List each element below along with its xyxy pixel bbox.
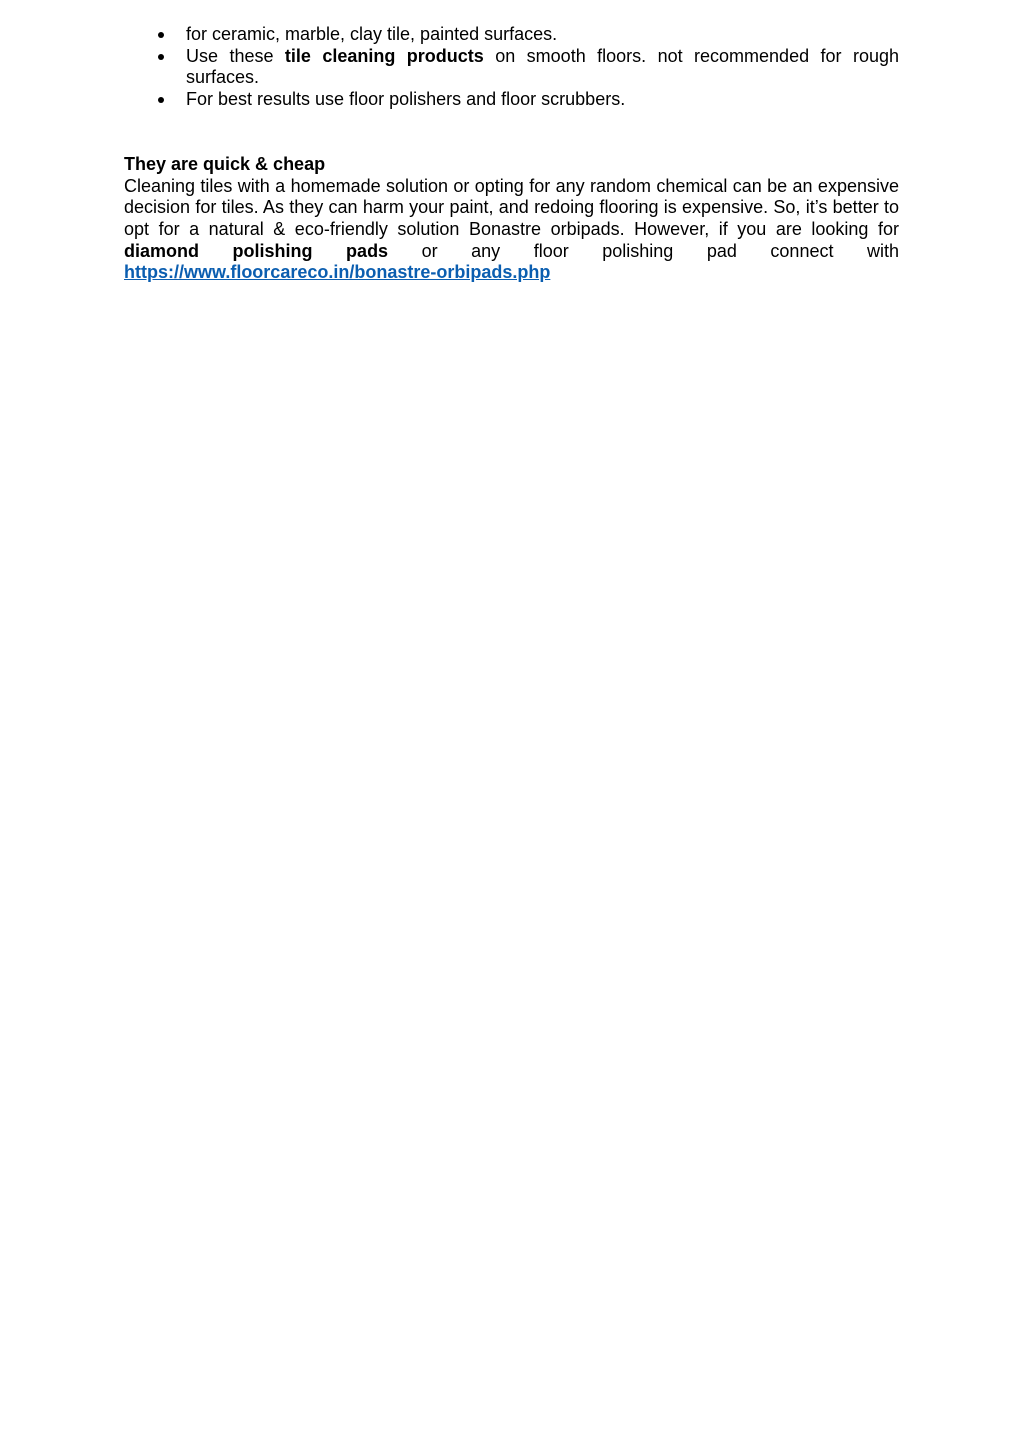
bullet-list <box>124 24 899 111</box>
bullet-text: on smooth floors. not recommended for rough surfaces. <box>186 45 899 88</box>
orbipads-link[interactable]: https://www.floorcareco.in/bonastre-orbipads.php <box>124 262 551 283</box>
paragraph-bold-text: diamond polishing pads <box>124 240 389 261</box>
section-quick-cheap <box>124 154 899 284</box>
list-item <box>124 46 899 89</box>
paragraph-text: or any floor polishing pad connect with <box>388 240 900 261</box>
bullet-text: for ceramic, marble, clay tile, painted surfaces. <box>186 24 558 44</box>
bullet-text: Use these <box>186 45 285 66</box>
bullet-bold-text: tile cleaning products <box>284 45 484 66</box>
section-paragraph <box>124 176 899 285</box>
paragraph-text: Cleaning tiles with a homemade solution or opting for any random chemical can be an expensive decision for tiles. As they can harm your paint, and redoing flooring is expensive. So, it’s better to opt for a natural & eco-friendly solution Bonastre orbipads. However, if you are looking for <box>124 175 899 239</box>
list-item <box>124 24 899 46</box>
list-item <box>124 89 899 111</box>
bullet-icon <box>158 54 164 60</box>
document-page <box>124 24 899 284</box>
bullet-text: For best results use floor polishers and floor scrubbers. <box>186 89 626 110</box>
section-heading: They are quick & cheap <box>124 153 326 174</box>
bullet-icon <box>158 97 164 103</box>
bullet-icon <box>158 32 164 38</box>
